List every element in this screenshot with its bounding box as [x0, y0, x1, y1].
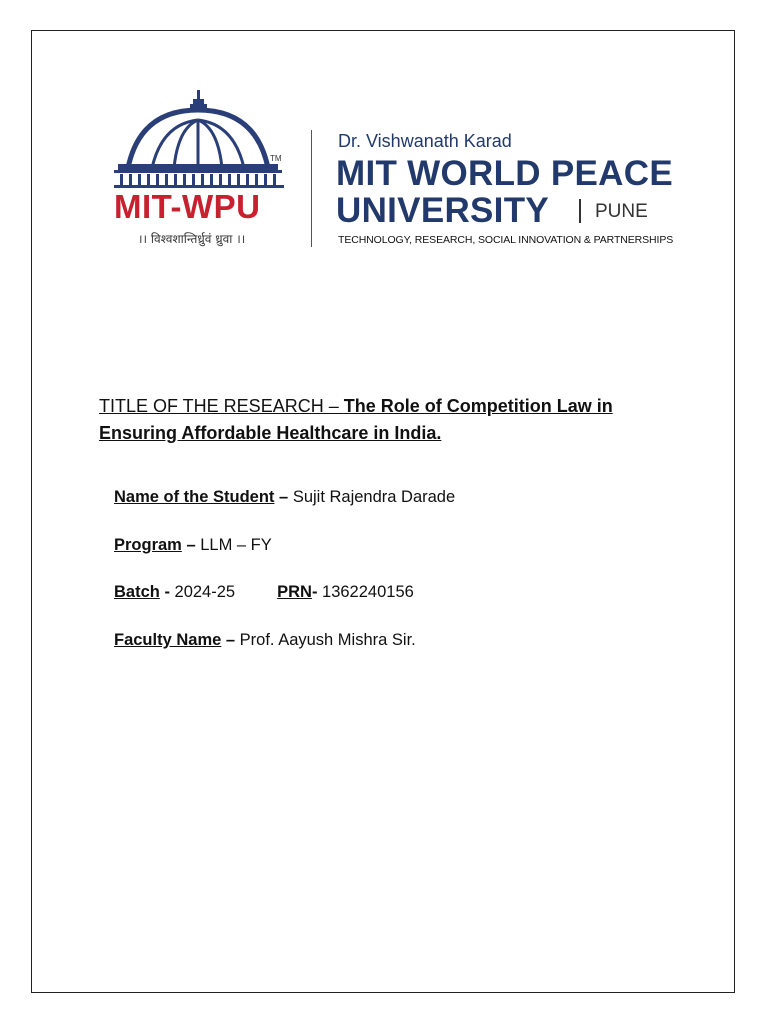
logo-divider [311, 130, 312, 247]
batch-label: Batch [114, 583, 160, 601]
faculty-value: Prof. Aayush Mishra Sir. [239, 631, 416, 649]
university-logo [110, 88, 695, 248]
research-title-label: TITLE OF THE RESEARCH – [99, 396, 344, 416]
logo-tagline: TECHNOLOGY, RESEARCH, SOCIAL INNOVATION & PARTNERSHIPS [338, 234, 674, 246]
student-name-label: Name of the Student [114, 488, 275, 506]
prn-separator: - [311, 583, 318, 601]
student-name-field [114, 488, 455, 507]
logo-city: PUNE [595, 201, 648, 222]
batch-value: 2024-25 [174, 583, 236, 601]
research-title-text: The Role of Competition Law in Ensuring Affordable Healthcare in India. [99, 396, 613, 443]
batch-prn-field [114, 583, 414, 602]
program-value: LLM – FY [200, 536, 272, 554]
batch-separator: - [164, 583, 170, 601]
logo-motto: ।। विश्वशान्तिर्ध्रुवं ध्रुवा ।। [138, 232, 246, 246]
student-name-value: Sujit Rajendra Darade [292, 488, 456, 506]
logo-name-line2: UNIVERSITY [336, 191, 550, 230]
dome-icon [110, 88, 290, 198]
research-title [99, 393, 679, 447]
dome-emblem [110, 88, 290, 248]
logo-city-divider [579, 199, 581, 223]
program-label: Program [114, 536, 182, 554]
faculty-separator: – [225, 631, 236, 649]
program-separator: – [186, 536, 196, 554]
student-name-separator: – [279, 488, 289, 506]
logo-name-line1: MIT WORLD PEACE [336, 154, 673, 193]
logo-short-name: MIT-WPU [114, 188, 261, 225]
faculty-field [114, 631, 416, 650]
prn-label: PRN [277, 583, 312, 601]
trademark-mark: TM [270, 154, 282, 163]
logo-founder-line: Dr. Vishwanath Karad [338, 131, 512, 151]
faculty-label: Faculty Name [114, 631, 222, 649]
program-field [114, 536, 272, 555]
prn-value: 1362240156 [322, 583, 414, 601]
